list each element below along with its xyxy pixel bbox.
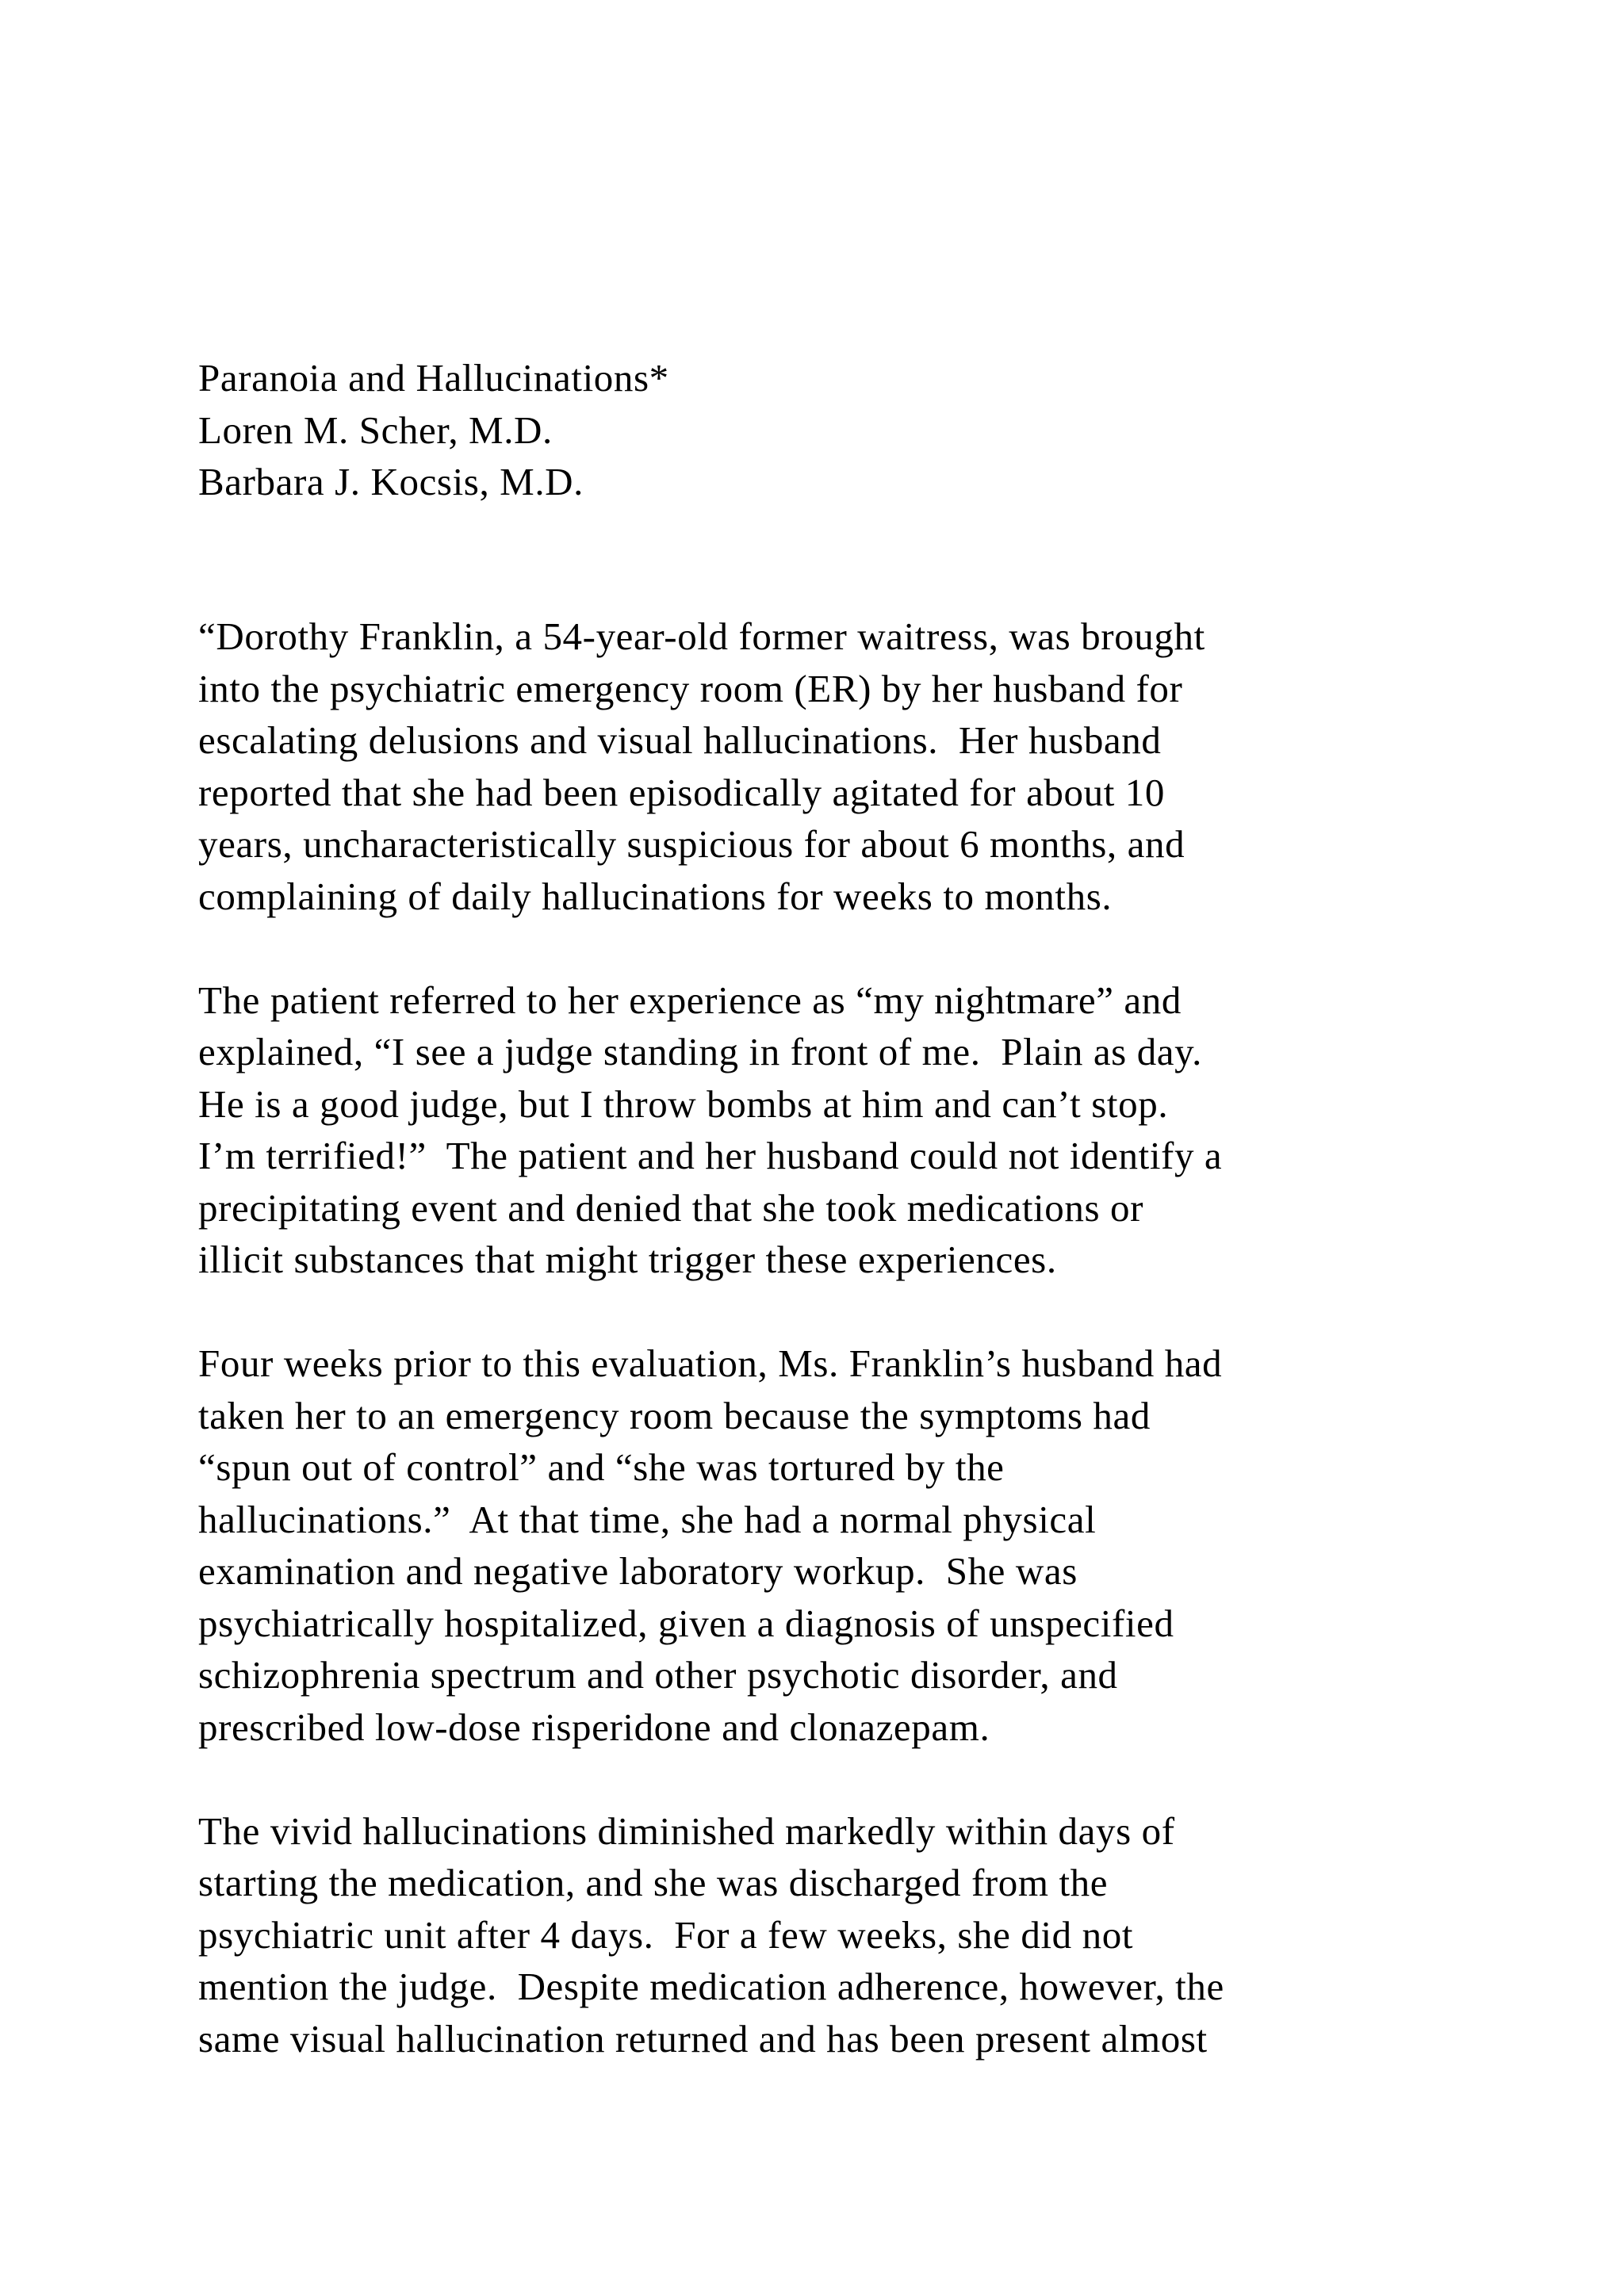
text-line: I’m terrified!” The patient and her husband could not identify a [198,1134,1223,1177]
text-line: years, uncharacteristically suspicious for about 6 months, and [198,822,1185,866]
text-line: “Dorothy Franklin, a 54-year-old former waitress, was brought [198,614,1205,658]
text-line: The patient referred to her experience as “my nightmare” and [198,978,1182,1022]
paragraph-2 [198,974,1562,1286]
author-line: Barbara J. Kocsis, M.D. [198,460,584,503]
text-line: The vivid hallucinations diminished markedly within days of [198,1808,1175,1853]
text-line: precipitating event and denied that she took medications or [198,1185,1143,1230]
text-line: psychiatric unit after 4 days. For a few weeks, she did not [198,1912,1134,1957]
paragraph-3 [198,1337,1562,1753]
text-line: psychiatrically hospitalized, given a diagnosis of unspecified [198,1601,1174,1645]
paragraph-1 [198,610,1562,922]
paragraph-gap [198,922,1562,974]
text-line: hallucinations.” At that time, she had a normal physical [198,1497,1097,1541]
text-line: mention the judge. Despite medication adherence, however, the [198,1965,1224,2008]
text-line: explained, “I see a judge standing in front of me. Plain as day. [198,1030,1202,1073]
text-line: reported that she had been episodically agitated for about 10 [198,770,1165,814]
text-line: taken her to an emergency room because the symptoms had [198,1393,1151,1437]
text-line: illicit substances that might trigger these experiences. [198,1238,1057,1281]
text-line: complaining of daily hallucinations for weeks to months. [198,874,1113,918]
text-line: “spun out of control” and “she was tortured by the [198,1445,1005,1489]
text-line: into the psychiatric emergency room (ER) by her husband for [198,666,1183,710]
text-line: starting the medication, and she was discharged from the [198,1861,1109,1904]
paragraph-gap [198,1286,1562,1338]
text-line: escalating delusions and visual hallucinations. Her husband [198,718,1162,762]
paragraph-4 [198,1805,1562,2065]
document-body [198,610,1562,2064]
text-line: schizophrenia spectrum and other psychotic disorder, and [198,1653,1118,1697]
paragraph-gap [198,1753,1562,1805]
document-header [198,352,1562,508]
author-line: Loren M. Scher, M.D. [198,408,553,452]
text-line: He is a good judge, but I throw bombs at him and can’t stop. [198,1081,1169,1126]
text-line: examination and negative laboratory workup. She was [198,1549,1078,1593]
document-title: Paranoia and Hallucinations* [198,356,669,400]
text-line: prescribed low-dose risperidone and clonazepam. [198,1705,990,1749]
text-line: same visual hallucination returned and has been present almost [198,2016,1208,2061]
text-line: Four weeks prior to this evaluation, Ms. Franklin’s husband had [198,1341,1223,1385]
